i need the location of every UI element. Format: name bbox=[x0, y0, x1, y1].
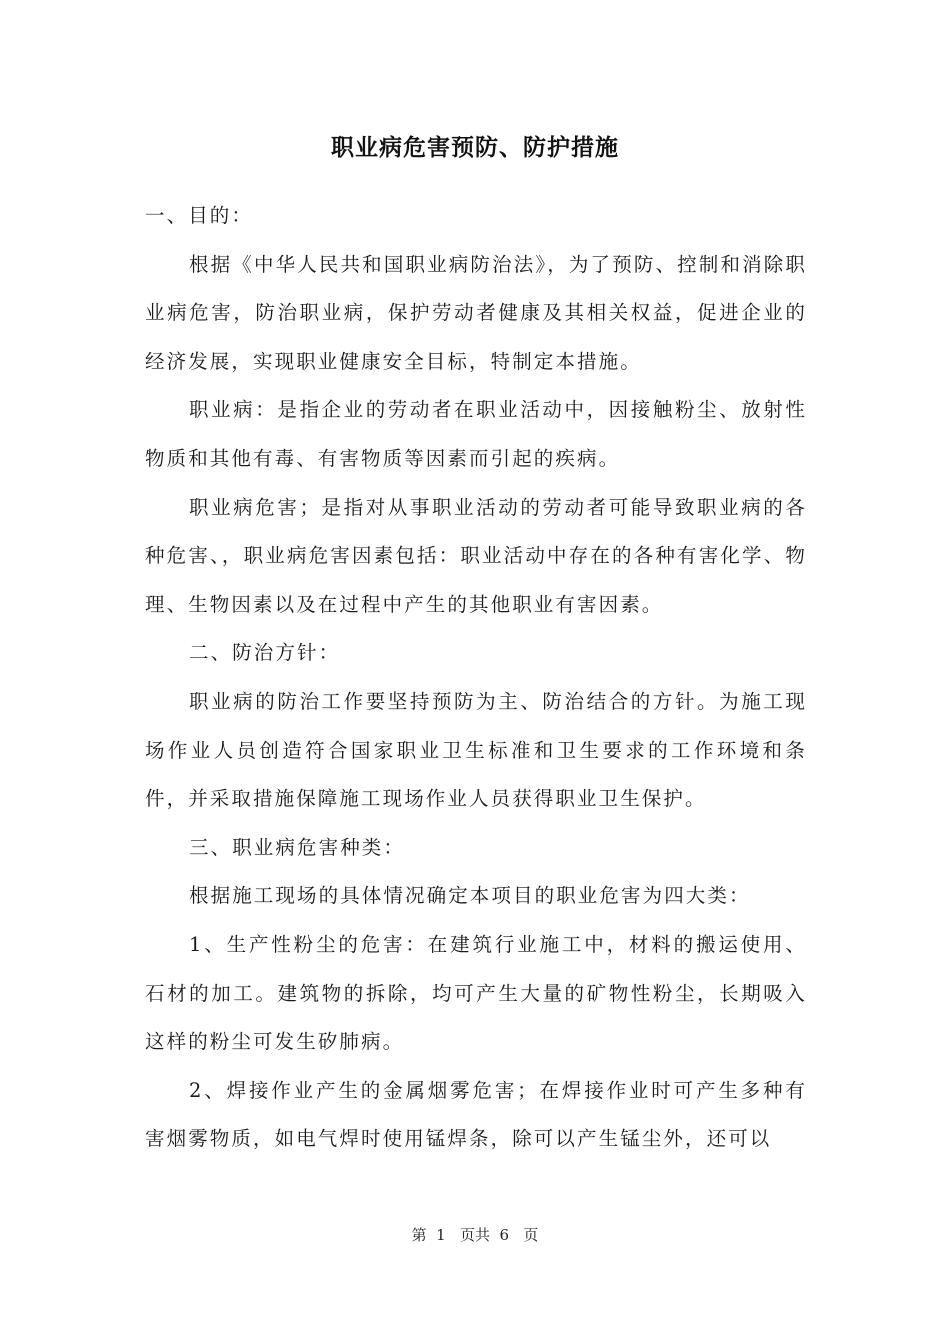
paragraph-hazard-welding: 2、焊接作业产生的金属烟雾危害；在焊接作业时可产生多种有害烟雾物质，如电气焊时使用锰焊条，除可以产生锰尘外，还可以 bbox=[145, 1078, 807, 1151]
section-heading-hazard-types: 三、职业病危害种类： bbox=[189, 835, 406, 859]
document-title: 职业病危害预防、防护措施 bbox=[331, 135, 619, 161]
paragraph-hazard-dust: 1、生产性粉尘的危害：在建筑行业施工中，材料的搬运使用、石材的加工。建筑物的拆除，均可产生大量的矿物性粉尘，长期吸入这样的粉尘可发生矽肺病。 bbox=[145, 932, 807, 1054]
section-heading-policy: 二、防治方针： bbox=[189, 641, 341, 665]
paragraph-definition-disease: 职业病：是指企业的劳动者在职业活动中，因接触粉尘、放射性物质和其他有毒、有害物质等因素而引起的疾病。 bbox=[145, 398, 807, 470]
page-footer: 第 1 页共 6 页 bbox=[411, 1226, 539, 1244]
paragraph-purpose: 根据《中华人民共和国职业病防治法》，为了预防、控制和消除职业病危害，防治职业病，保护劳动者健康及其相关权益，促进企业的经济发展，实现职业健康安全目标，特制定本措施。 bbox=[145, 252, 807, 373]
document-body bbox=[145, 192, 807, 1164]
paragraph-definition-hazard: 职业病危害；是指对从事职业活动的劳动者可能导致职业病的各种危害、，职业病危害因素包括：职业活动中存在的各种有害化学、物理、生物因素以及在过程中产生的其他职业有害因素。 bbox=[145, 495, 807, 616]
section-heading-purpose: 一、目的： bbox=[145, 204, 254, 227]
paragraph-hazard-intro: 根据施工现场的具体情况确定本项目的职业危害为四大类： bbox=[189, 884, 751, 908]
paragraph-policy: 职业病的防治工作要坚持预防为主、防治结合的方针。为施工现场作业人员创造符合国家职业卫生标准和卫生要求的工作环境和条件，并采取措施保障施工现场作业人员获得职业卫生保护。 bbox=[145, 689, 807, 811]
